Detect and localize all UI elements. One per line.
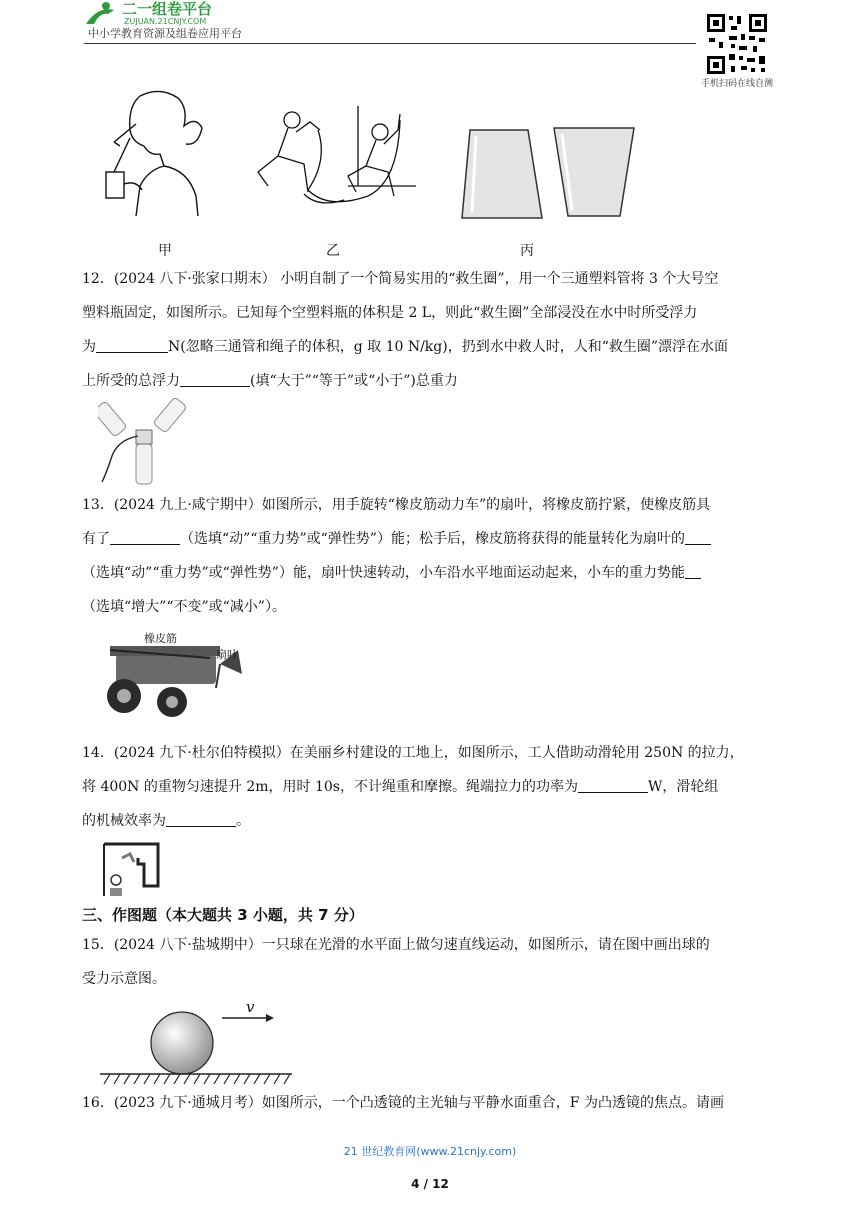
brand-domain: ZUJUAN.21CNJY.COM <box>124 17 207 26</box>
figure-rubber-band-car <box>100 628 250 728</box>
qr-caption: 手机扫码在线自测 <box>700 79 773 89</box>
brand-logo <box>84 0 274 26</box>
q13-text: （选填“动”“重力势”或“弹性势”）能；松手后，橡皮筋将获得的能量转化为扇叶的 <box>180 531 685 547</box>
header-subtitle: 中小学教育资源及组卷应用平台 <box>88 27 242 40</box>
velocity-label: v <box>246 998 255 1016</box>
q14-text: 的机械效率为 <box>82 813 166 829</box>
figure-girl-drinking <box>100 86 210 216</box>
answer-blank[interactable] <box>96 336 168 353</box>
q15-line: 15．(2024 八下·盐城期中）一只球在光滑的水平面上做匀速直线运动，如图所示，请在图中画出球的 <box>82 937 710 953</box>
q12-line: 12．(2024 八下·张家口期末） 小明自制了一个简易实用的“救生圈”，用一个三通塑料管将 3 个大号空 <box>82 271 719 287</box>
qr-code-icon[interactable] <box>705 12 769 76</box>
answer-blank[interactable] <box>180 370 250 387</box>
header-divider <box>84 43 696 44</box>
q13-text: 有了 <box>82 531 110 547</box>
label-rubber-band: 橡皮筋 <box>144 632 177 645</box>
section-title: 三、作图题（本大题共 3 小题，共 7 分） <box>82 906 364 924</box>
q12-text: 上所受的总浮力 <box>82 373 180 389</box>
q12-line: 塑料瓶固定，如图所示。已知每个空塑料瓶的体积是 2 L，则此“救生圈”全部浸没在水中时所受浮力 <box>82 305 698 321</box>
caption-b: 乙 <box>326 243 340 259</box>
figure-workers-hose <box>248 100 418 216</box>
q14-text: 将 400N 的重物匀速提升 2m，用时 10s，不计绳重和摩擦。绳端拉力的功率为 <box>82 779 578 795</box>
q13-line: （选填“增大”“不变”或“减小”）。 <box>82 599 286 615</box>
answer-blank[interactable] <box>166 810 236 827</box>
caption-c: 丙 <box>520 243 534 259</box>
answer-blank[interactable] <box>685 562 701 579</box>
q14-text: W，滑轮组 <box>647 779 719 795</box>
footer-site-link[interactable]: 21 世纪教育网(www.21cnjy.com) <box>343 1145 517 1158</box>
q12-text: 为 <box>82 339 96 355</box>
question-15 <box>82 928 782 996</box>
answer-blank[interactable] <box>685 528 711 545</box>
brand-name: 二一组卷平台 <box>122 0 213 18</box>
question-13 <box>82 488 782 624</box>
q12-text: N(忽略三通管和绳子的体积，g 取 10 N/kg)，扔到水中救人时，人和“救生圈”漂浮在水面 <box>168 339 729 355</box>
question-12 <box>82 262 782 398</box>
caption-a: 甲 <box>158 243 172 259</box>
q16-line: 16．(2023 九下·通城月考）如图所示，一个凸透镜的主光轴与平静水面重合，F 为凸透镜的焦点。请画 <box>82 1095 724 1111</box>
q13-line: 13．(2024 九上·咸宁期中）如图所示，用手旋转“橡皮筋动力车”的扇叶，将橡皮筋拧紧，使橡皮筋具 <box>82 497 711 513</box>
page-number: 4 / 12 <box>411 1177 449 1191</box>
figure-containers <box>458 126 638 221</box>
q15-line: 受力示意图。 <box>82 971 166 987</box>
q14-text: 。 <box>236 813 250 829</box>
figure-ball-on-surface <box>100 998 296 1088</box>
label-fan: 扇叶 <box>216 648 238 661</box>
question-16 <box>82 1086 782 1120</box>
q12-text: (填“大于”“等于”或“小于”)总重力 <box>250 373 458 389</box>
question-14 <box>82 736 782 838</box>
answer-blank[interactable] <box>110 528 180 545</box>
figure-pulley-site <box>100 838 162 900</box>
q13-text: （选填“动”“重力势”或“弹性势”）能，扇叶快速转动，小车沿水平地面运动起来，小车的重力势能 <box>82 565 685 581</box>
answer-blank[interactable] <box>578 776 648 793</box>
figure-life-buoy <box>98 396 190 488</box>
q14-line: 14．(2024 九下·杜尔伯特模拟）在美丽乡村建设的工地上，如图所示，工人借助动滑轮用 250N 的拉力， <box>82 745 744 761</box>
